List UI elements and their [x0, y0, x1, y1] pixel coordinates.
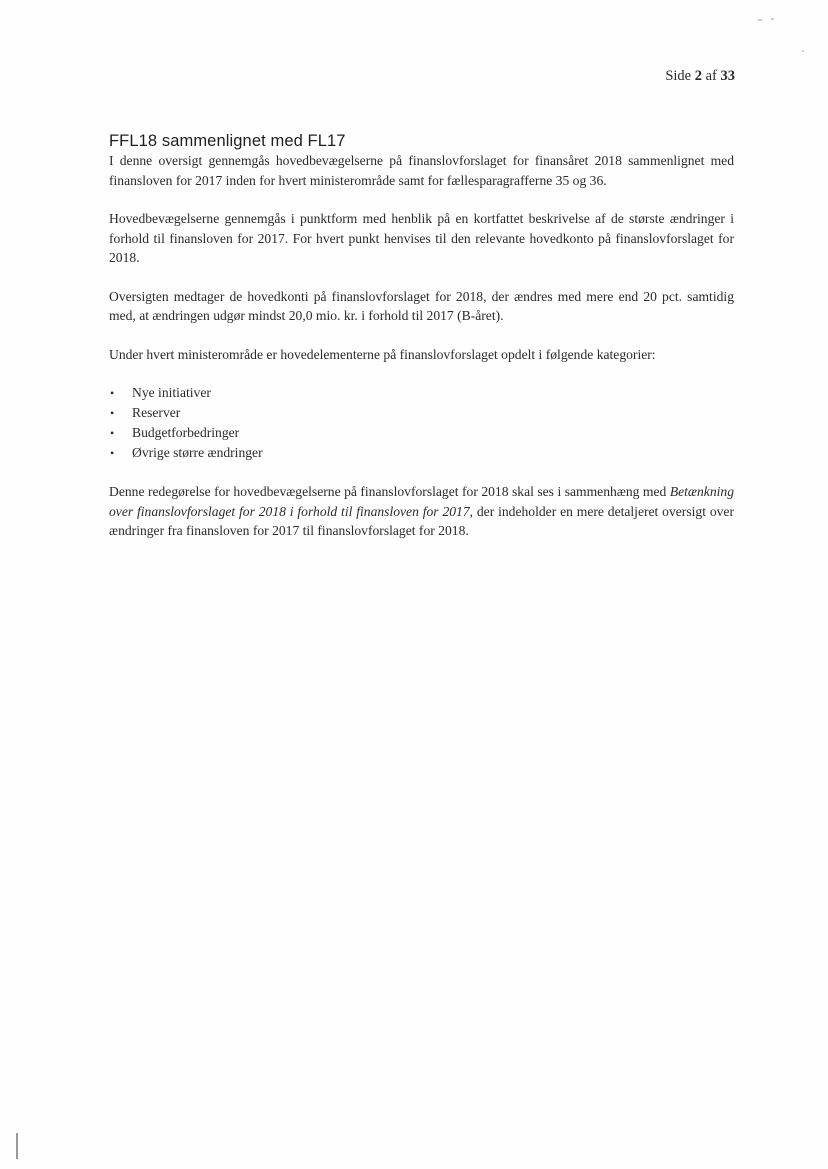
page-number	[665, 68, 735, 85]
bullet-icon: •	[110, 386, 115, 400]
list-item	[109, 423, 734, 443]
scan-speck	[758, 19, 762, 21]
list-item	[109, 383, 734, 403]
paragraph-reference	[109, 482, 734, 541]
list-item-label: Budgetforbedringer	[132, 425, 240, 440]
page-total: 33	[720, 68, 735, 84]
section-title: FFL18 sammenlignet med FL17	[109, 132, 346, 150]
paragraph-method: Hovedbevægelserne gennemgås i punktform med henblik på en kortfattet beskrivelse af de største ændringer i forhold til finansloven for 2017. For hvert punkt henvises til den relevante hovedkonto på finanslovforslaget for 2018.	[109, 211, 734, 265]
scan-edge-mark	[16, 1133, 18, 1159]
document-body	[109, 131, 734, 541]
bullet-icon: •	[110, 446, 115, 460]
list-item-label: Reserver	[132, 405, 181, 420]
reference-title: Betænkning over finanslovforslaget for 2018 i forhold til finansloven for 2017	[109, 484, 734, 519]
reference-text-end: , der indeholder en mere detaljeret oversigt over ændringer fra finansloven for 2017 til finanslovforslaget for 2018.	[109, 503, 734, 538]
list-item	[109, 403, 734, 423]
page-current: 2	[694, 68, 702, 84]
paragraph-intro: I denne oversigt gennemgås hovedbevægelserne på finanslovforslaget for finansåret 2018 sammenlignet med finansloven for 2017 inden for hvert ministerområde samt for fællesparagrafferne 35 og 36.	[109, 153, 734, 188]
scan-speck	[771, 18, 774, 20]
bullet-icon: •	[110, 406, 115, 420]
scan-speck	[802, 50, 804, 52]
list-item	[109, 443, 734, 463]
paragraph-scope: Oversigten medtager de hovedkonti på finanslovforslaget for 2018, der ændres med mere end 20 pct. samtidig med, at ændringen udgør mindst 20,0 mio. kr. i forhold til 2017 (B-året).	[109, 288, 734, 323]
paragraph-categories-intro: Under hvert ministerområde er hovedelementerne på finanslovforslaget opdelt i følgende kategorier:	[109, 346, 656, 362]
list-item-label: Nye initiativer	[132, 385, 211, 400]
list-item-label: Øvrige større ændringer	[132, 445, 263, 460]
page-separator: af	[705, 68, 717, 84]
bullet-icon: •	[110, 426, 115, 440]
page-prefix: Side	[665, 68, 692, 84]
reference-text-start: Denne redegørelse for hovedbevægelserne på finanslovforslaget for 2018 skal ses i sammenhæng med	[109, 484, 670, 499]
category-list	[109, 383, 734, 463]
